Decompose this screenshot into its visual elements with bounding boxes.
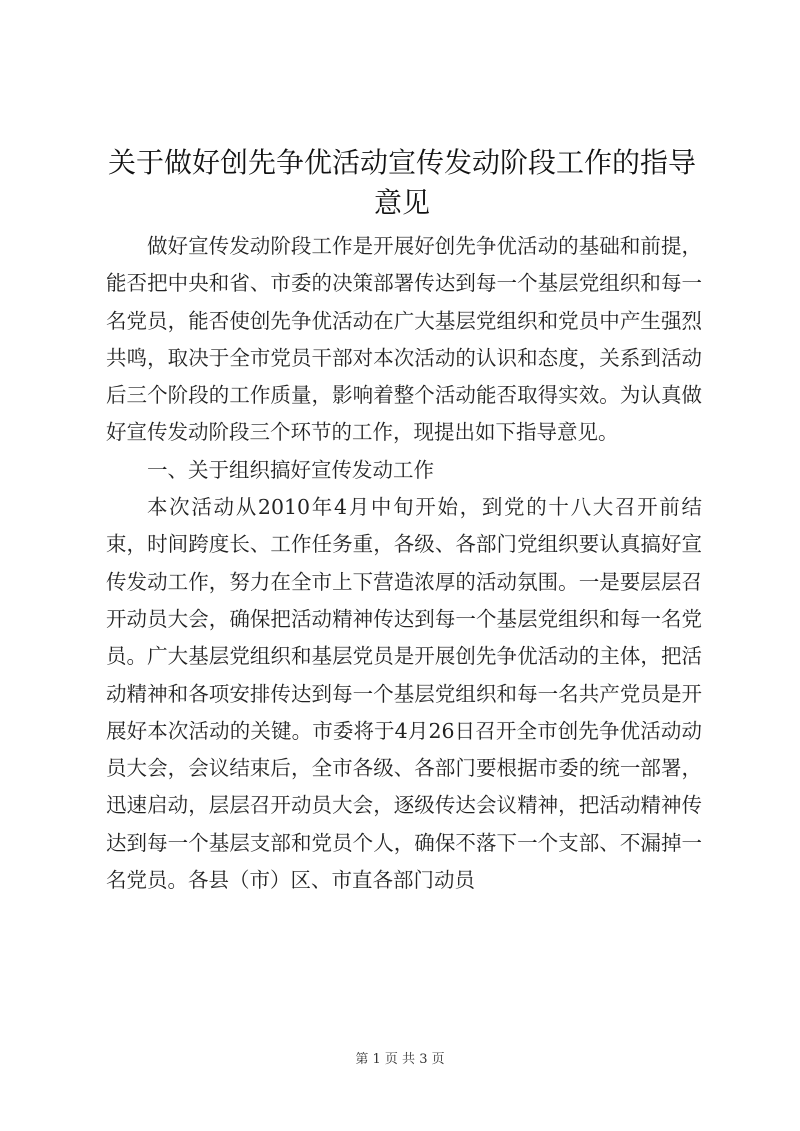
page-number-footer: 第 1 页 共 3 页 — [355, 1052, 445, 1067]
paragraph-section-1: 本次活动从2010年4月中旬开始，到党的十八大召开前结束，时间跨度长、工作任务重，各级、各部门党组织要认真搞好宣传发动工作，努力在全市上下营造浓厚的活动氛围。一是要层层召开动员大会，确保把活动精神传达到每一个基层党组织和每一名党员。广大基层党组织和基层党员是开展创先争优活动的主体，把活动精神和各项安排传达到每一个基层党组织和每一名共产党员是开展好本次活动的关键。市委将于4月26日召开全市创先争优活动动员大会，会议结束后，全市各级、各部门要根据市委的统一部署，迅速启动，层层召开动员大会，逐级传达会议精神，把活动精神传达到每一个基层支部和党员个人，确保不落下一个支部、不漏掉一名党员。各县（市）区、市直各部门动员 — [106, 495, 702, 893]
section-heading-1: 一、关于组织搞好宣传发动工作 — [147, 457, 434, 482]
document-body — [106, 228, 702, 899]
document-title: 关于做好创先争优活动宣传发动阶段工作的指导意见 — [107, 146, 696, 219]
paragraph-intro: 做好宣传发动阶段工作是开展好创先争优活动的基础和前提，能否把中央和省、市委的决策部署传达到每一个基层党组织和每一名党员，能否使创先争优活动在广大基层党组织和党员中产生强烈共鸣，取决于全市党员干部对本次活动的认识和态度，关系到活动后三个阶段的工作质量，影响着整个活动能否取得实效。为认真做好宣传发动阶段三个环节的工作，现提出如下指导意见。 — [106, 234, 702, 445]
